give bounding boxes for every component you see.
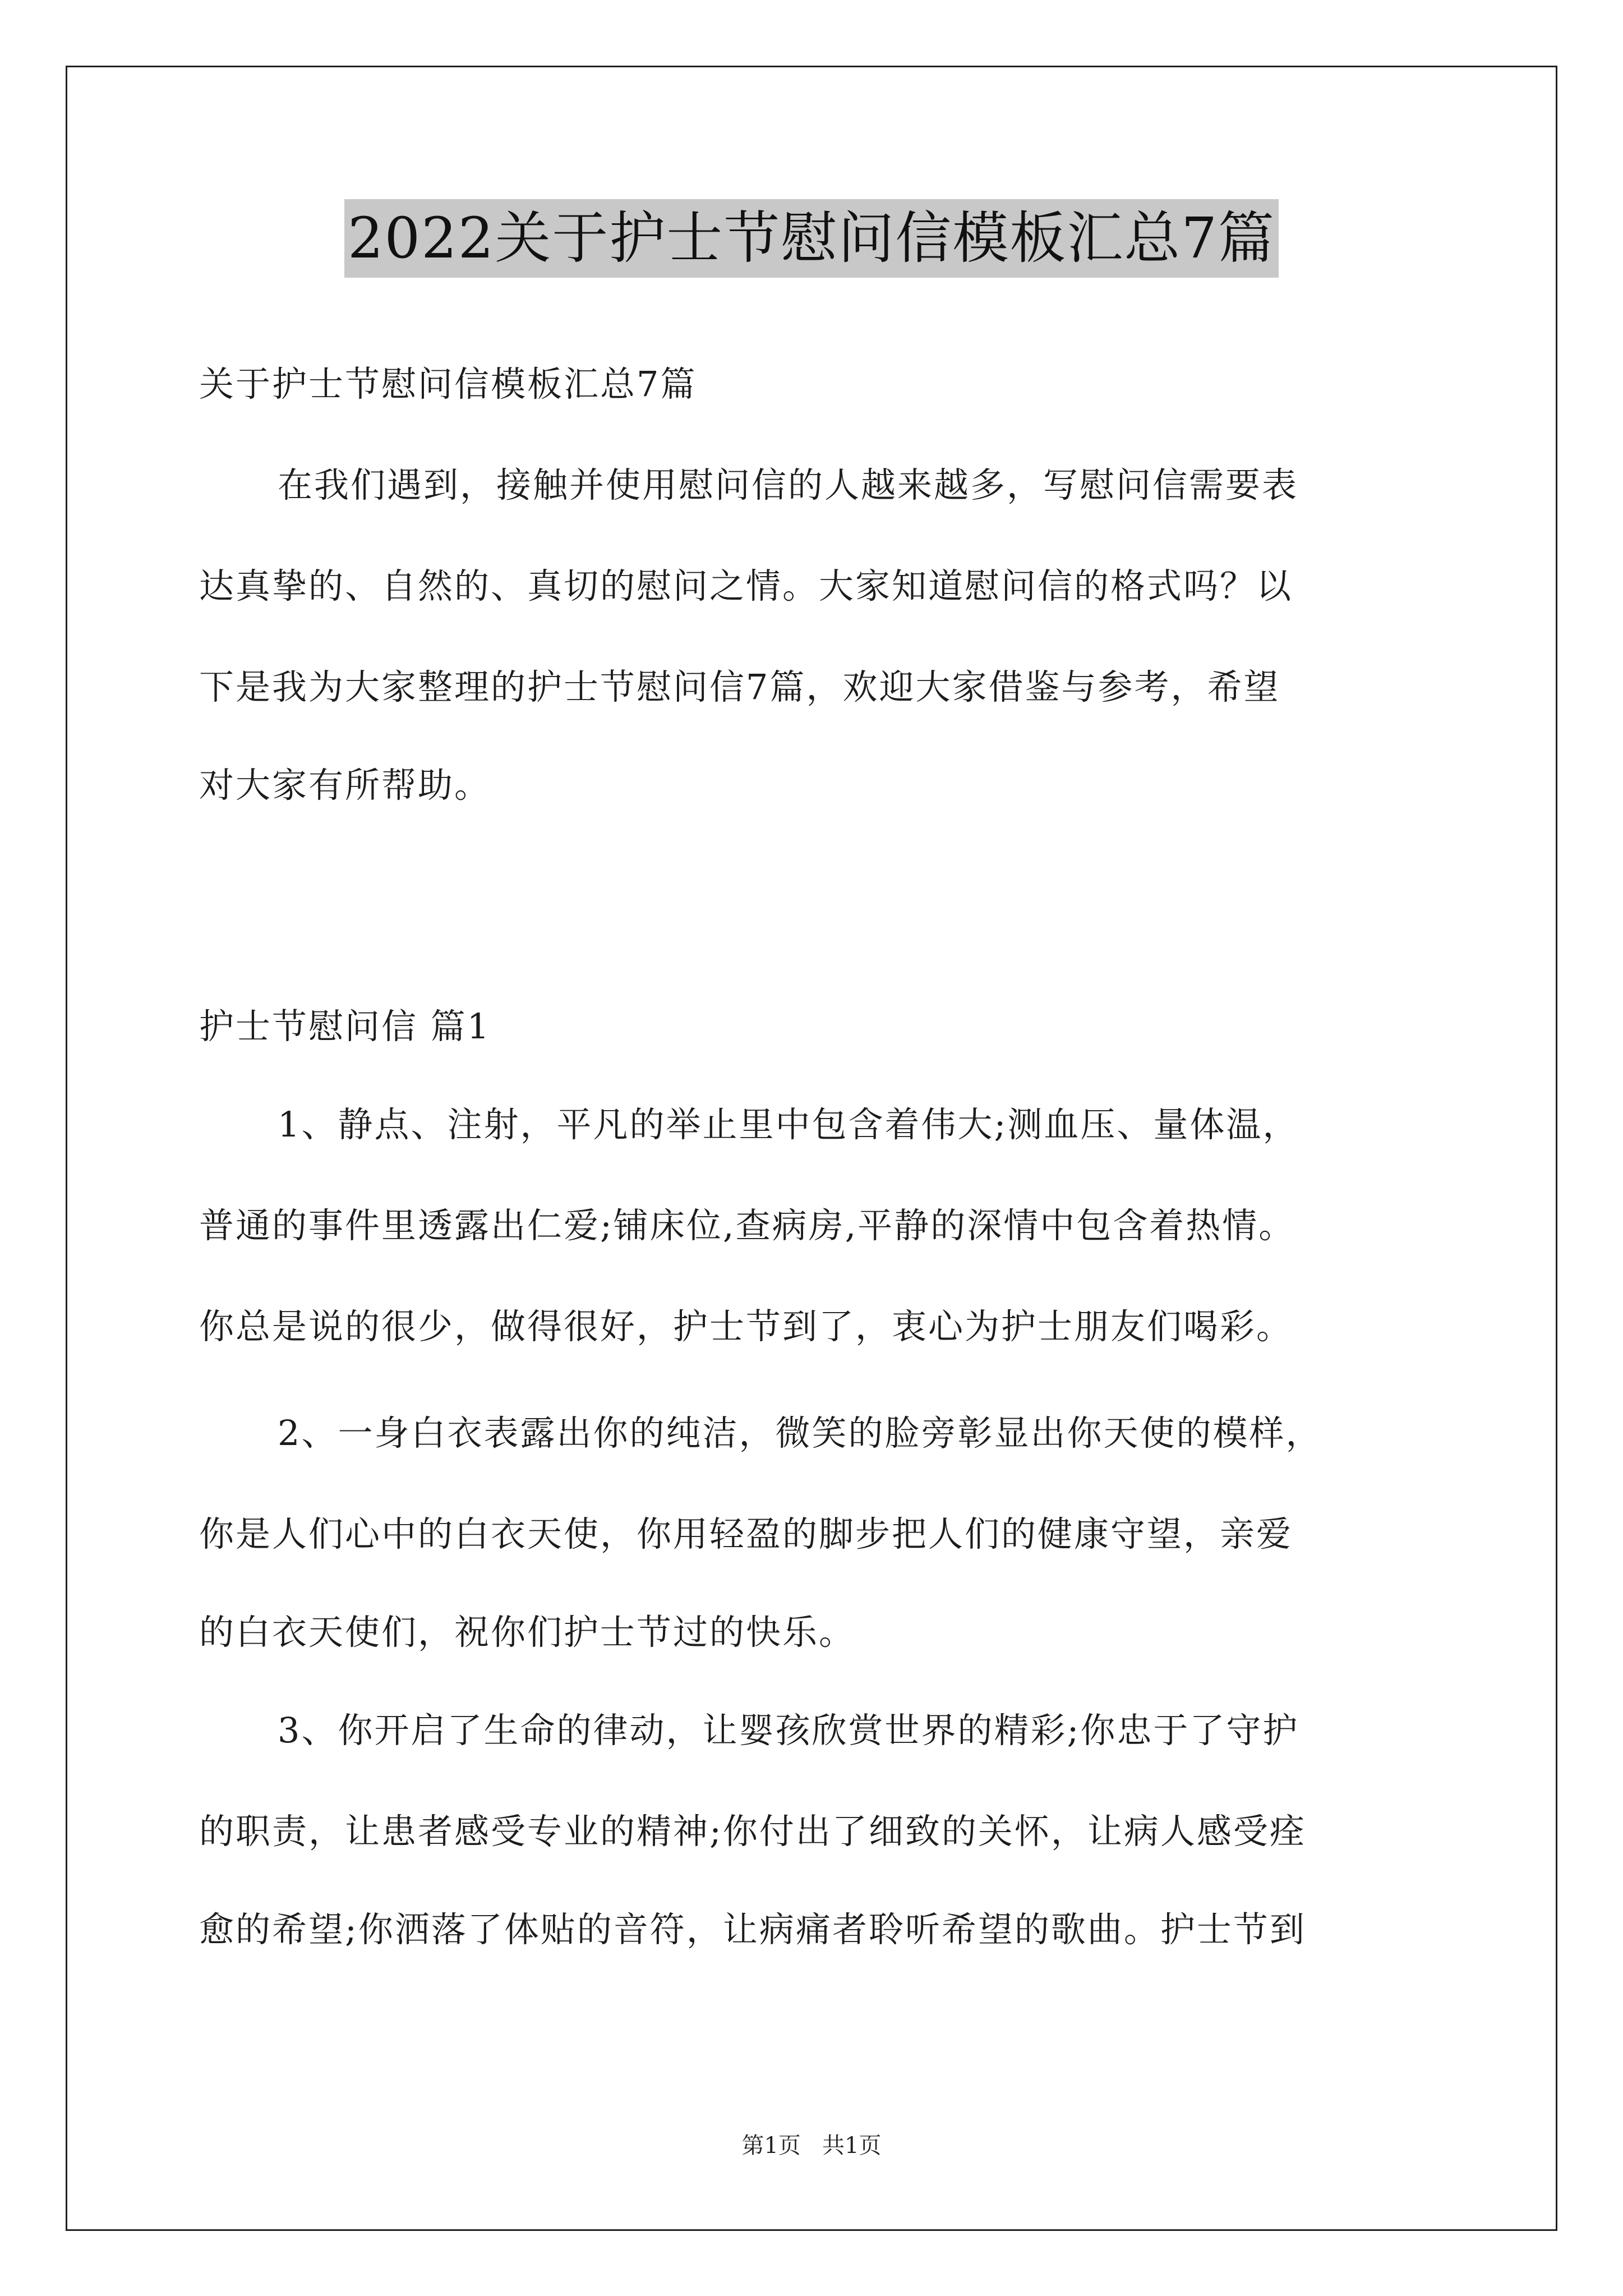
item1-line-3: 你总是说的很少，做得很好，护士节到了，衷心为护士朋友们喝彩。 xyxy=(199,1306,1293,1347)
document-title: 2022关于护士节慰问信模板汇总7篇 xyxy=(344,199,1279,278)
item3-line-1: 3、你开启了生命的律动，让婴孩欣赏世界的精彩;你忠于了守护 xyxy=(278,1710,1299,1751)
page-footer: 第1页 共1页 xyxy=(741,2133,882,2159)
intro-line-4: 对大家有所帮助。 xyxy=(199,765,491,806)
title-container xyxy=(0,199,1623,278)
intro-line-2: 达真挚的、自然的、真切的慰问之情。大家知道慰问信的格式吗？以 xyxy=(199,565,1293,606)
item1-line-1: 1、静点、注射，平凡的举止里中包含着伟大;测血压、量体温， xyxy=(278,1104,1299,1145)
intro-line-1: 在我们遇到，接触并使用慰问信的人越来越多，写慰问信需要表 xyxy=(278,464,1299,505)
item2-line-2: 你是人们心中的白衣天使，你用轻盈的脚步把人们的健康守望，亲爱 xyxy=(199,1513,1293,1554)
item1-line-2: 普通的事件里透露出仁爱;铺床位,查病房,平静的深情中包含着热情。 xyxy=(199,1205,1295,1246)
item2-line-1: 2、一身白衣表露出你的纯洁，微笑的脸旁彰显出你天使的模样， xyxy=(278,1412,1322,1453)
item3-line-3: 愈的希望;你洒落了体贴的音符，让病痛者聆听希望的歌曲。护士节到 xyxy=(199,1909,1306,1950)
item2-line-3: 的白衣天使们，祝你们护士节过的快乐。 xyxy=(199,1612,856,1653)
item3-line-2: 的职责，让患者感受专业的精神;你付出了细致的关怀，让病人感受痊 xyxy=(199,1811,1306,1852)
document-subtitle: 关于护士节慰问信模板汇总7篇 xyxy=(199,364,697,404)
intro-line-3: 下是我为大家整理的护士节慰问信7篇，欢迎大家借鉴与参考，希望 xyxy=(199,666,1280,707)
section-heading: 护士节慰问信 篇1 xyxy=(199,1006,491,1047)
